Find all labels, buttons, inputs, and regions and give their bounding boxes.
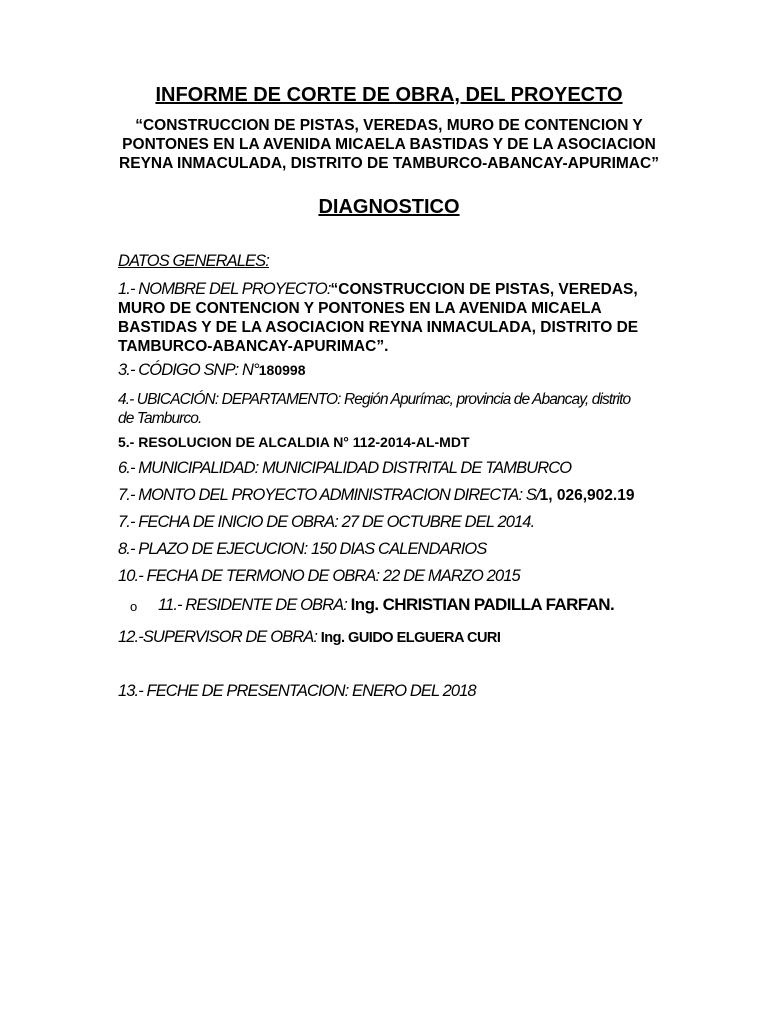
general-data-label: DATOS GENERALES: xyxy=(118,252,269,270)
start-date-item: 7.- FECHA DE INICIO DE OBRA: 27 DE OCTUBRE DEL 2014. xyxy=(118,513,535,531)
project-amount-value: 1, 026,902.19 xyxy=(539,487,635,504)
bullet-marker: o xyxy=(130,599,138,614)
location-item: 4.- UBICACIÓN: DEPARTAMENTO: Región Apurímac, provincia de Abancay, distrito de Tamburco. xyxy=(118,391,631,427)
project-amount-label: 7.- MONTO DEL PROYECTO ADMINISTRACION DIRECTA: S/ xyxy=(118,486,540,504)
project-name-label: 1.- NOMBRE DEL PROYECTO: xyxy=(118,280,331,298)
diagnostic-heading: DIAGNOSTICO xyxy=(318,196,460,218)
supervisor-label: 12.-SUPERVISOR DE OBRA: xyxy=(118,628,318,646)
project-amount-item xyxy=(118,486,634,505)
supervisor-item xyxy=(118,628,500,647)
municipality-item: 6.- MUNICIPALIDAD: MUNICIPALIDAD DISTRITAL DE TAMBURCO xyxy=(118,459,572,477)
project-name-item xyxy=(118,280,663,356)
supervisor-value: Ing. GUIDO ELGUERA CURI xyxy=(320,630,501,646)
resident-label: 11.- RESIDENTE DE OBRA: xyxy=(158,596,347,614)
execution-period-item: 8.- PLAZO DE EJECUCION: 150 DIAS CALENDARIOS xyxy=(118,540,487,558)
snp-code-item xyxy=(118,361,305,380)
document-title: INFORME DE CORTE DE OBRA, DEL PROYECTO xyxy=(155,84,623,106)
presentation-date-item: 13.- FECHE DE PRESENTACION: ENERO DEL 2018 xyxy=(118,682,476,700)
resolution-item: 5.- RESOLUCION DE ALCALDIA N° 112-2014-AL-MDT xyxy=(118,434,470,450)
snp-code-value: 180998 xyxy=(258,362,306,378)
project-name-value: “CONSTRUCCION DE PISTAS, VEREDAS, MURO DE CONTENCION Y PONTONES EN LA AVENIDA MICAELA BASTIDAS Y DE LA ASOCIACION REYNA INMACULADA, DISTRITO DE TAMBURCO-ABANCAY-APURIMAC”. xyxy=(118,281,639,355)
project-subtitle: “CONSTRUCCION DE PISTAS, VEREDAS, MURO DE CONTENCION Y PONTONES EN LA AVENIDA MICAELA BASTIDAS Y DE LA ASOCIACION REYNA INMACULADA, DISTRITO DE TAMBURCO-ABANCAY-APURIMAC” xyxy=(119,117,659,172)
resident-item xyxy=(158,595,614,615)
snp-code-label: 3.- CÓDIGO SNP: N° xyxy=(118,361,259,379)
resident-value: Ing. CHRISTIAN PADILLA FARFAN. xyxy=(350,595,615,614)
end-date-item: 10.- FECHA DE TERMONO DE OBRA: 22 DE MARZO 2015 xyxy=(118,567,520,585)
